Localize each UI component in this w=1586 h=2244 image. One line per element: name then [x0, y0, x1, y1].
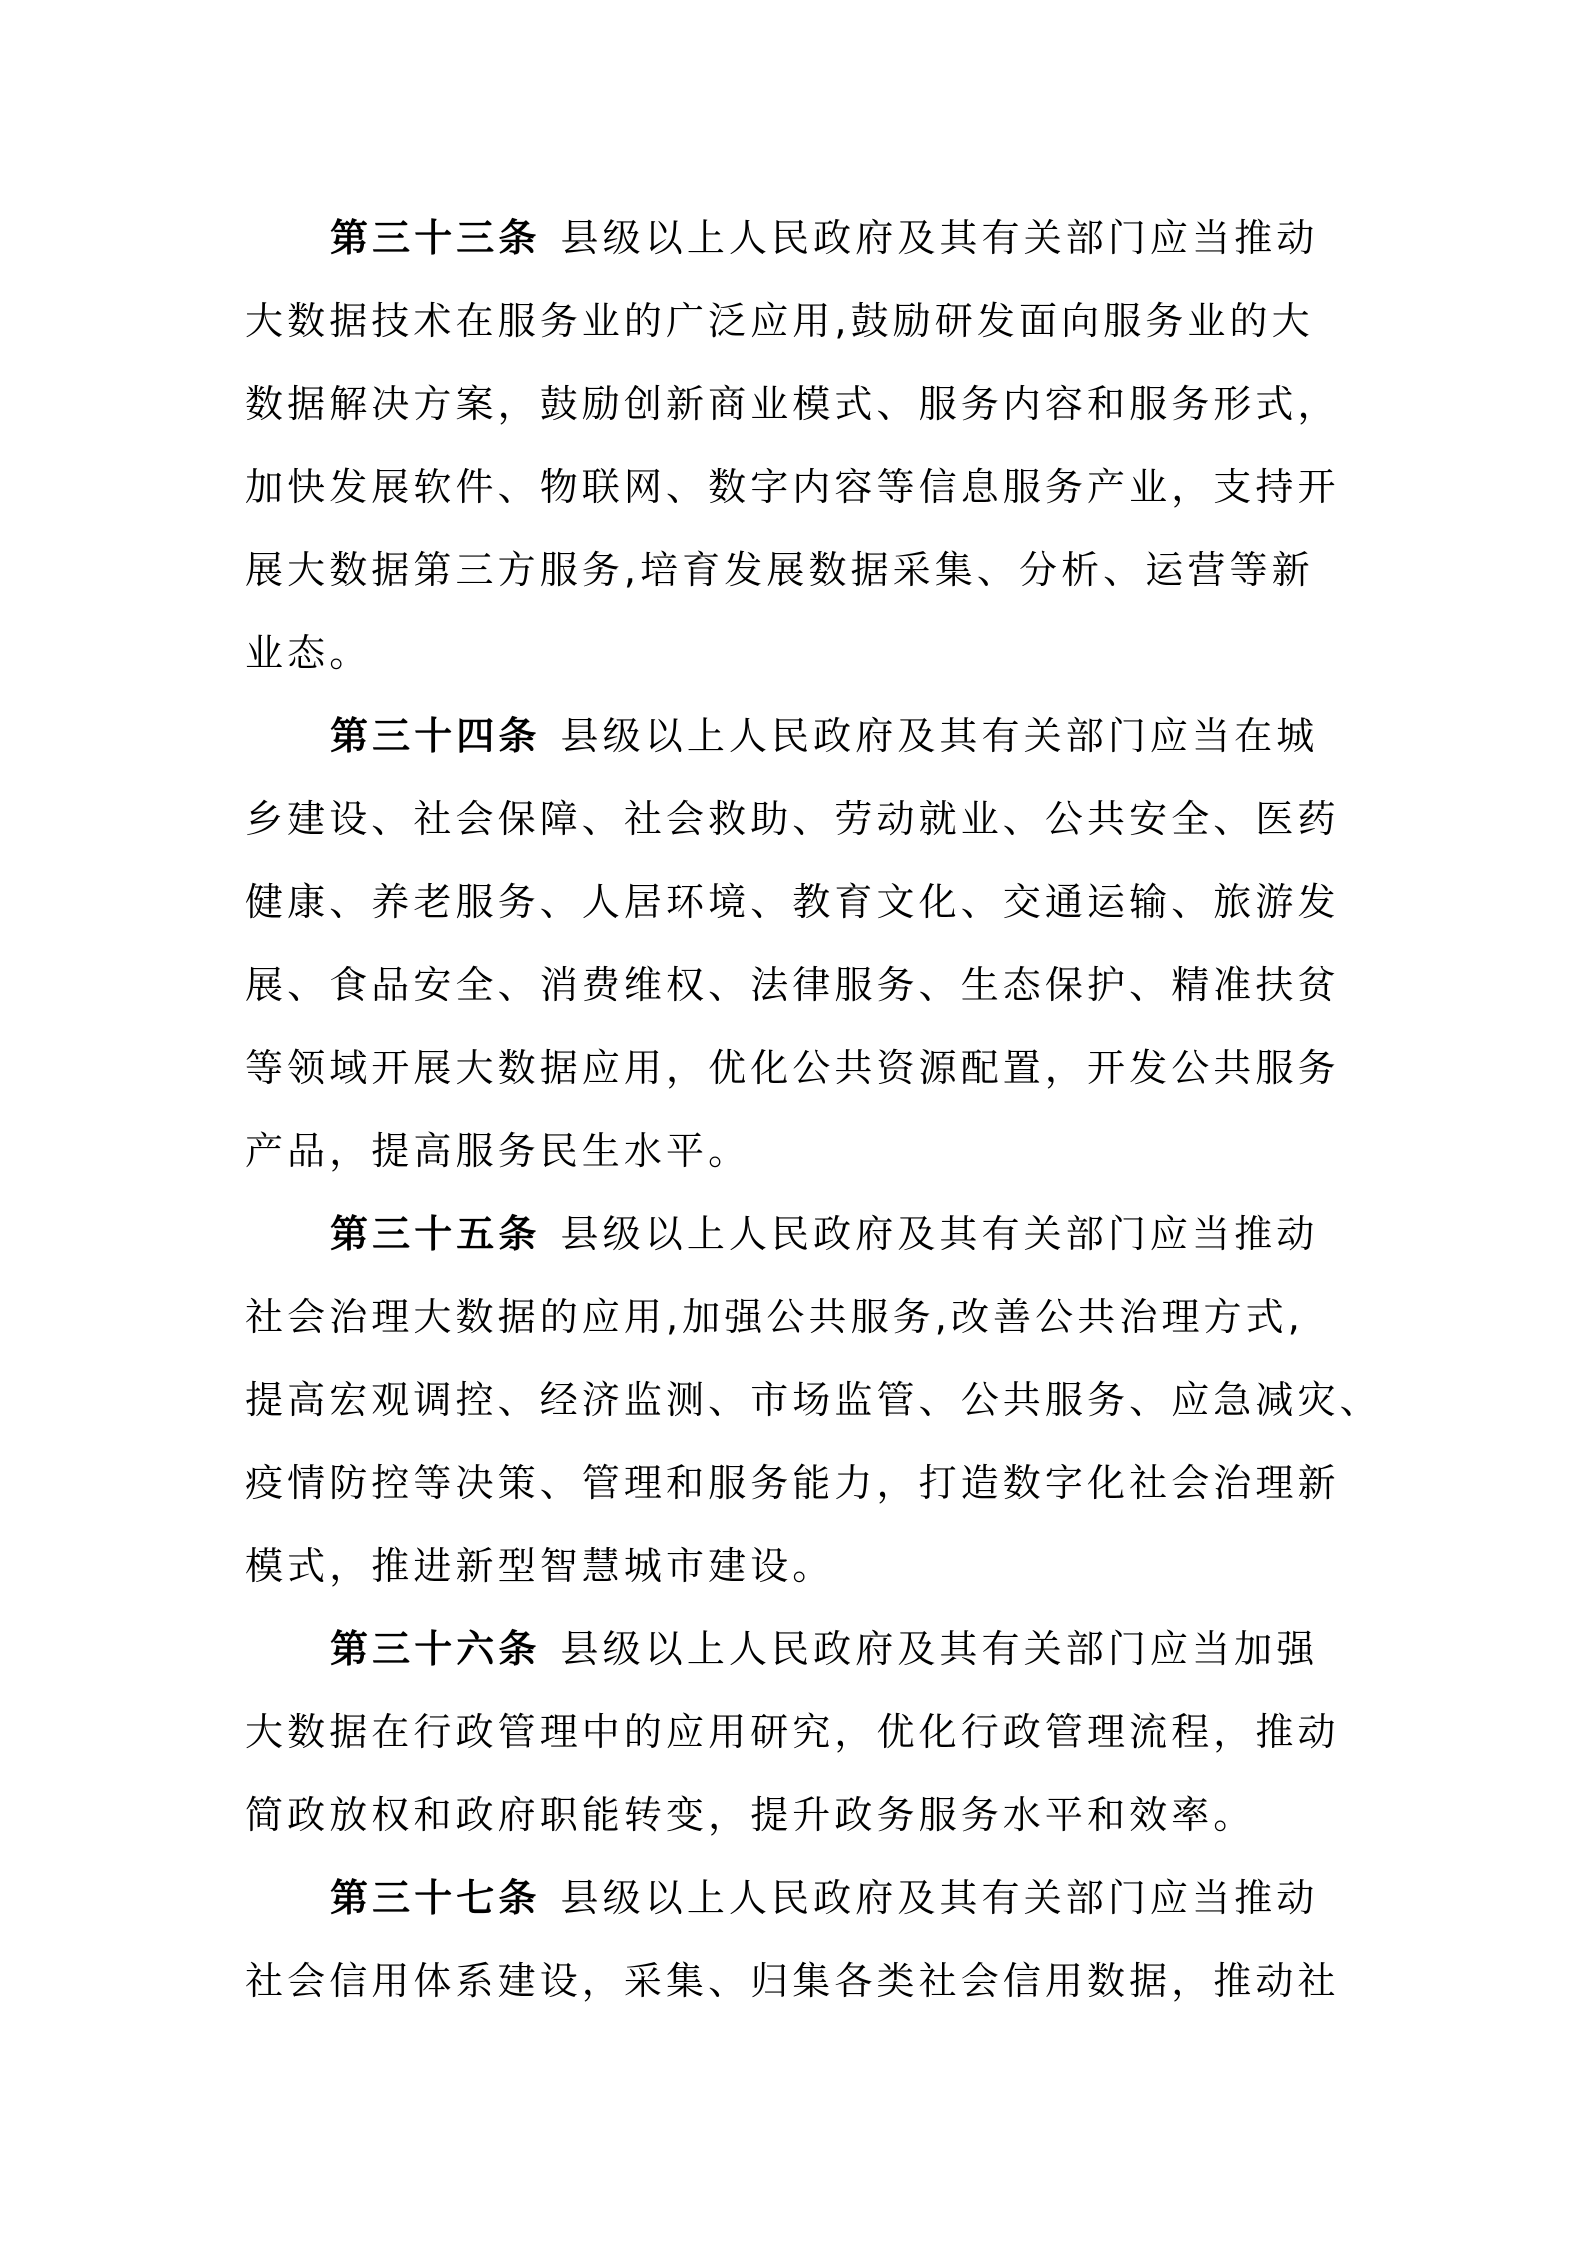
article-first-line [245, 197, 1345, 280]
article-text-line: 大数据技术在服务业的广泛应用,鼓励研发面向服务业的大 [245, 299, 1314, 343]
article-text-line: 社会信用体系建设，采集、归集各类社会信用数据，推动社 [245, 1959, 1340, 2003]
article-text-line: 展、食品安全、消费维权、法律服务、生态保护、精准扶贫 [245, 963, 1340, 1007]
article-text-line: 简政放权和政府职能转变，提升政务服务水平和效率。 [245, 1793, 1256, 1837]
article-text-line: 产品，提高服务民生水平。 [245, 1129, 751, 1173]
article-first-line [245, 695, 1345, 778]
article-text-line: 疫情防控等决策、管理和服务能力，打造数字化社会治理新 [245, 1461, 1340, 1505]
article-36 [245, 1608, 1345, 1857]
article-text-line: 乡建设、社会保障、社会救助、劳动就业、公共安全、医药 [245, 797, 1340, 841]
article-text-line: 业态。 [245, 631, 372, 675]
article-first-line [245, 1193, 1345, 1276]
article-text-line: 模式，推进新型智慧城市建设。 [245, 1544, 835, 1588]
article-text-line: 加快发展软件、物联网、数字内容等信息服务产业，支持开 [245, 465, 1340, 509]
article-text: 县级以上人民政府及其有关部门应当推动 [560, 216, 1319, 260]
article-first-line [245, 1857, 1345, 1940]
article-text-line: 数据解决方案，鼓励创新商业模式、服务内容和服务形式， [245, 382, 1340, 426]
article-37 [245, 1857, 1345, 2023]
article-text: 县级以上人民政府及其有关部门应当加强 [560, 1627, 1319, 1671]
article-34 [245, 695, 1345, 1193]
article-text-line: 提高宏观调控、经济监测、市场监管、公共服务、应急减灾、 [245, 1378, 1382, 1422]
article-heading: 第三十四条 [330, 714, 541, 758]
article-35 [245, 1193, 1382, 1608]
article-heading: 第三十五条 [330, 1212, 541, 1256]
article-33 [245, 197, 1345, 695]
article-first-line [245, 1608, 1345, 1691]
article-heading: 第三十六条 [330, 1627, 541, 1671]
article-text-line: 等领域开展大数据应用，优化公共资源配置，开发公共服务 [245, 1046, 1340, 1090]
article-text: 县级以上人民政府及其有关部门应当在城 [560, 714, 1319, 758]
article-text-line: 社会治理大数据的应用,加强公共服务,改善公共治理方式, [245, 1295, 1304, 1339]
article-heading: 第三十七条 [330, 1876, 541, 1920]
article-text: 县级以上人民政府及其有关部门应当推动 [560, 1876, 1319, 1920]
document-page [245, 197, 1382, 2023]
article-heading: 第三十三条 [330, 216, 541, 260]
article-text-line: 展大数据第三方服务,培育发展数据采集、分析、运营等新 [245, 548, 1314, 592]
article-text-line: 大数据在行政管理中的应用研究，优化行政管理流程，推动 [245, 1710, 1340, 1754]
article-text: 县级以上人民政府及其有关部门应当推动 [560, 1212, 1319, 1256]
article-text-line: 健康、养老服务、人居环境、教育文化、交通运输、旅游发 [245, 880, 1340, 924]
